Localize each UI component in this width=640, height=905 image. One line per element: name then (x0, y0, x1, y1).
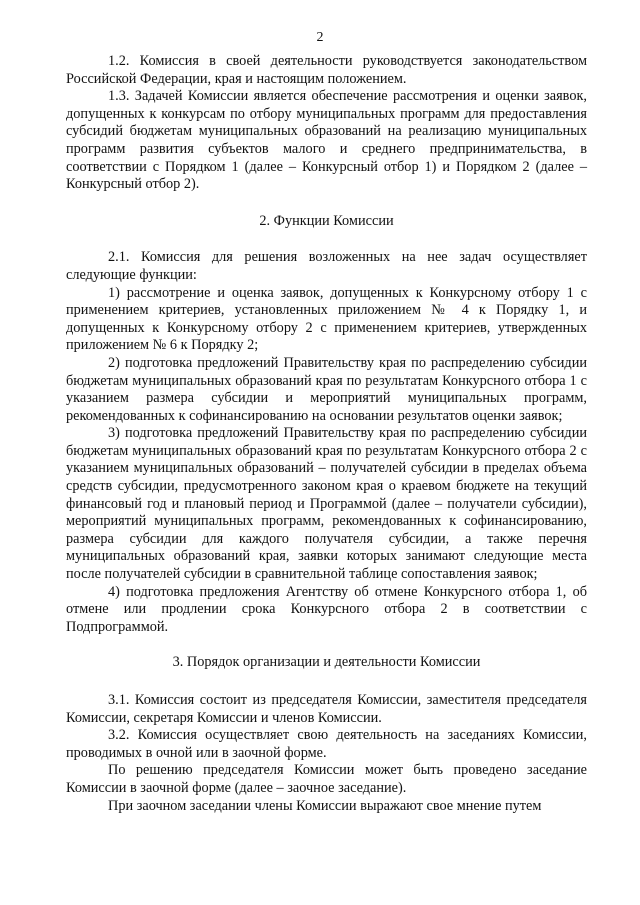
paragraph-3-2-decision: По решению председателя Комиссии может быть проведено заседание Комиссии в заочной форме (далее – заочное заседание). (66, 762, 587, 796)
paragraph-2-1: 2.1. Комиссия для решения возложенных на нее задач осуществляет следующие функции: (66, 249, 587, 283)
paragraph-3-2-remote-meeting: При заочном заседании члены Комиссии выражают свое мнение путем (108, 797, 542, 814)
page-number: 2 (316, 30, 324, 45)
function-item-1: 1) рассмотрение и оценка заявок, допущенных к Конкурсному отбору 1 с применением критериев, установленных приложением № 4 к Порядку 1, и допущенных к Конкурсному отбору 2 с применением критериев, утвержденных приложением № 6 к Порядку 2; (66, 284, 587, 354)
function-item-4: 4) подготовка предложения Агентству об отмене Конкурсного отбора 1, об отмене или продлении срока Конкурсного отбора 2 в соответствии с Подпрограммой. (66, 583, 587, 635)
document-body (66, 53, 587, 815)
section-3-title: 3. Порядок организации и деятельности Комиссии (172, 654, 481, 671)
section-2-title: 2. Функции Комиссии (259, 212, 394, 229)
paragraph-1-2: 1.2. Комиссия в своей деятельности руководствуется законодательством Российской Федерации, края и настоящим положением. (66, 53, 587, 87)
paragraph-1-3: 1.3. Задачей Комиссии является обеспечение рассмотрения и оценки заявок, допущенных к конкурсам по отбору муниципальных программ для предоставления субсидий бюджетам муниципальных образований на реализацию муниципальных программ развития субъектов малого и среднего предпринимательства, в соответствии с Порядком 1 (далее – Конкурсный отбор 1) и Порядком 2 (далее – Конкурсный отбор 2). (66, 88, 587, 193)
paragraph-3-2: 3.2. Комиссия осуществляет свою деятельность на заседаниях Комиссии, проводимых в очной или в заочной форме. (66, 727, 587, 761)
function-item-3: 3) подготовка предложений Правительству края по распределению субсидии бюджетам муниципальных образований края по результатам Конкурсного отбора 2 с указанием муниципальных образований – получателей субсидии в пределах объема средств субсидии, предусмотренного законом края о краевом бюджете на текущий финансовый год и плановый период и Программой (далее – получатели субсидии), мероприятий муниципальных программ, рекомендованных к софинансированию, размера субсидии для каждого получателя субсидии, а также перечня муниципальных образований края, заявки которых занимают следующие места после получателей субсидии в сравнительной таблице сопоставления заявок; (66, 425, 587, 583)
paragraph-3-1: 3.1. Комиссия состоит из председателя Комиссии, заместителя председателя Комиссии, секретаря Комиссии и членов Комиссии. (66, 692, 587, 726)
function-item-2: 2) подготовка предложений Правительству края по распределению субсидии бюджетам муниципальных образований края по результатам Конкурсного отбора 1 с указанием размера субсидии и мероприятий муниципальных программ, рекомендованных к софинансированию на основании результатов оценки заявок; (66, 354, 587, 424)
